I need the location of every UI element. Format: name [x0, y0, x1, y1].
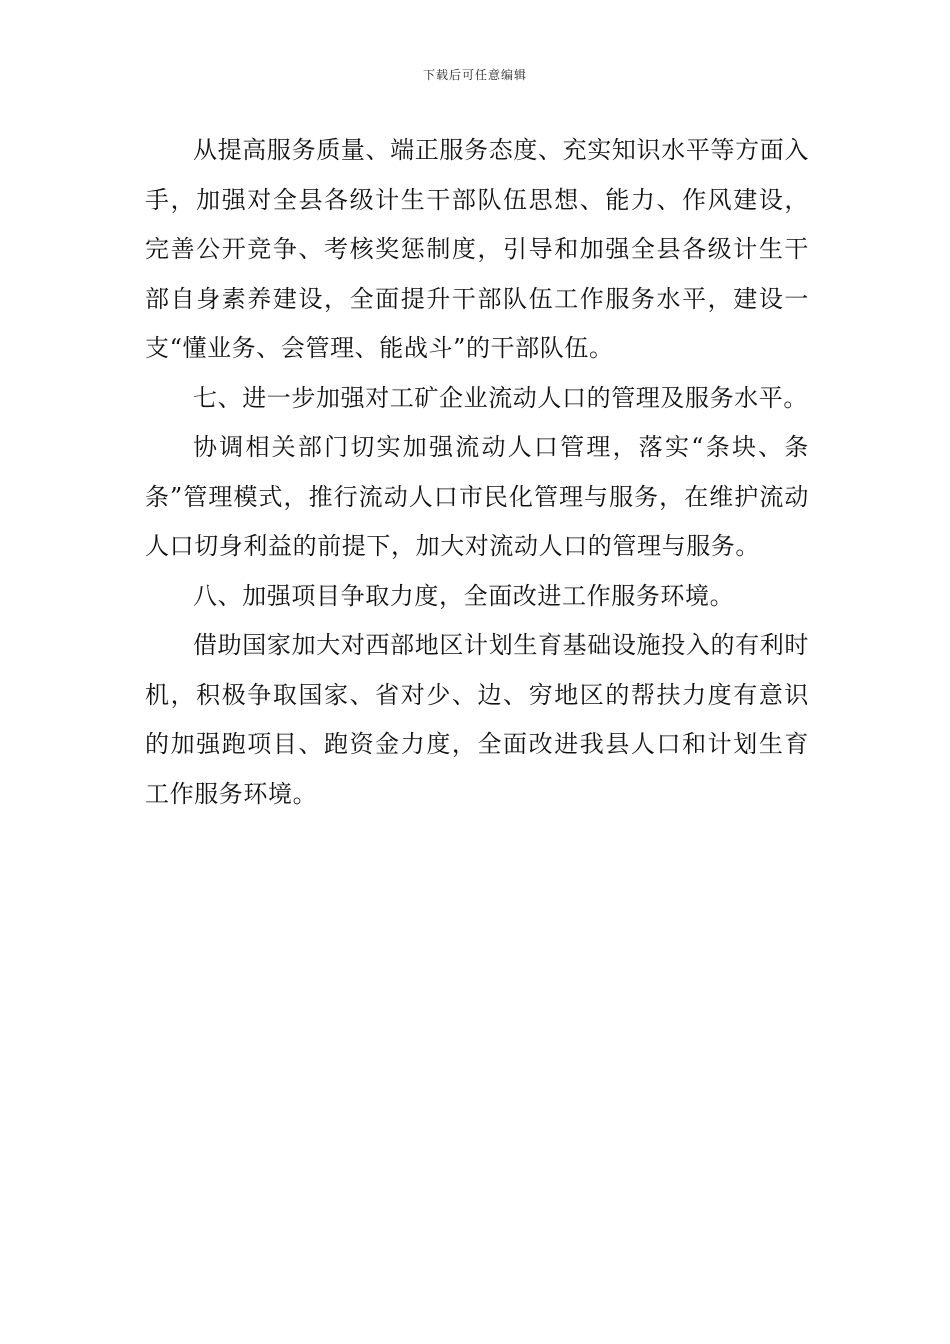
paragraph-floating-population: 协调相关部门切实加强流动人口管理，落实“条块、条条”管理模式，推行流动人口市民化管理与服务，在维护流动人口切身利益的前提下，加大对流动人口的管理与服务。 [145, 433, 809, 560]
heading-item-seven: 七、进一步加强对工矿企业流动人口的管理及服务水平。 [193, 383, 808, 412]
paragraph-cadre-building: 从提高服务质量、端正服务态度、充实知识水平等方面入手，加强对全县各级计生干部队伍思想、能力、作风建设，完善公开竞争、考核奖惩制度，引导和加强全县各级计生干部自身素养建设，全面提升干部队伍工作服务水平，建设一支“懂业务、会管理、能战斗”的干部队伍。 [145, 136, 809, 362]
heading-item-eight: 八、加强项目争取力度，全面改进工作服务环境。 [193, 581, 735, 610]
paragraph-project-funding: 借助国家加大对西部地区计划生育基础设施投入的有利时机，积极争取国家、省对少、边、穷地区的帮扶力度有意识的加强跑项目、跑资金力度，全面改进我县人口和计划生育工作服务环境。 [145, 631, 809, 808]
header-note: 下载后可任意编辑 [422, 68, 527, 82]
document-body [145, 126, 809, 819]
